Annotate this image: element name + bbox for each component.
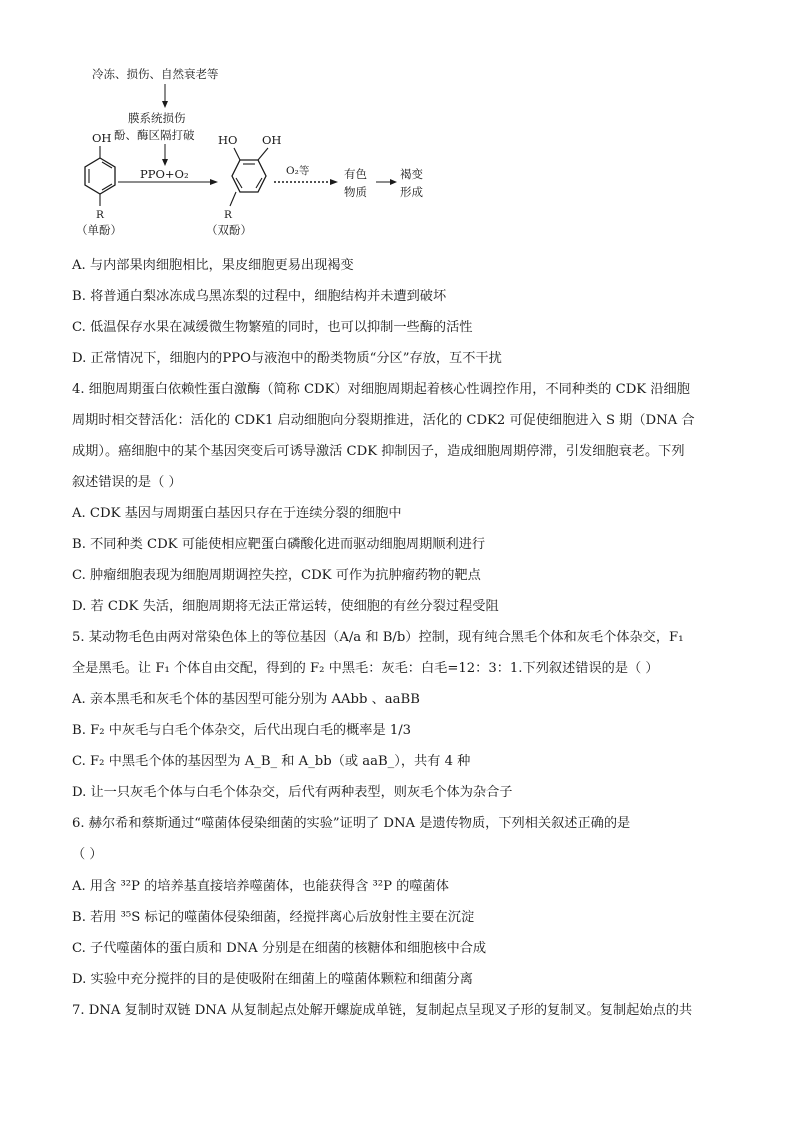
q5-option-d: D. 让一只灰毛个体与白毛个体杂交，后代有两种表型，则灰毛个体为杂合子 bbox=[72, 785, 513, 800]
q3-option-d: D. 正常情况下，细胞内的PPO与液泡中的酚类物质“分区”存放，互不干扰 bbox=[72, 351, 502, 366]
arrow-head-2 bbox=[162, 159, 168, 166]
q4-option-b: B. 不同种类 CDK 可能使相应靶蛋白磷酸化进而驱动细胞周期顺利进行 bbox=[72, 537, 486, 552]
q5-stem-line-1: 5. 某动物毛色由两对常染色体上的等位基因（A/a 和 B/b）控制，现有纯合黑毛个体和灰毛个体杂交，F₁ bbox=[72, 630, 684, 645]
arrow-head-4 bbox=[330, 179, 338, 185]
q4-stem-line-3: 成期）。癌细胞中的某个基因突变后可诱导激活 CDK 抑制因子，造成细胞周期停滞，引发细胞衰老。下列 bbox=[72, 444, 685, 459]
q4-stem-line-1: 4. 细胞周期蛋白依赖性蛋白激酶（简称 CDK）对细胞周期起着核心性调控作用，不同种类的 CDK 沿细胞 bbox=[72, 382, 690, 397]
compartment-break-text: 酚、酶区隔打破 bbox=[114, 128, 195, 142]
browning-text-2: 形成 bbox=[400, 185, 423, 199]
q4-stem-line-2: 周期时相交替活化：活化的 CDK1 启动细胞向分裂期推进，活化的 CDK2 可促使细胞进入 S 期（DNA 合 bbox=[72, 413, 695, 428]
q6-option-d: D. 实验中充分搅拌的目的是使吸附在细菌上的噬菌体颗粒和细菌分离 bbox=[72, 972, 473, 987]
membrane-damage-text: 膜系统损伤 bbox=[128, 111, 186, 125]
q5-option-c: C. F₂ 中黑毛个体的基因型为 A_B_ 和 A_bb（或 aaB_），共有 4 种 bbox=[72, 754, 471, 769]
colored-text-1: 有色 bbox=[344, 167, 367, 181]
q7-stem-line-1: 7. DNA 复制时双链 DNA 从复制起点处解开螺旋成单链，复制起点呈现叉子形的复制叉。复制起始点的共 bbox=[72, 1003, 693, 1018]
phenol-browning-diagram bbox=[70, 60, 490, 240]
trigger-text: 冷冻、损伤、自然衰老等 bbox=[92, 67, 219, 81]
colored-text-2: 物质 bbox=[344, 185, 367, 199]
q5-option-b: B. F₂ 中灰毛与白毛个体杂交，后代出现白毛的概率是 1/3 bbox=[72, 723, 412, 738]
q6-option-a: A. 用含 ³²P 的培养基直接培养噬菌体，也能获得含 ³²P 的噬菌体 bbox=[72, 879, 449, 894]
di-r-label: R bbox=[224, 209, 232, 221]
q4-option-d: D. 若 CDK 失活，细胞周期将无法正常运转，使细胞的有丝分裂过程受阻 bbox=[72, 599, 499, 614]
q5-option-a: A. 亲本黑毛和灰毛个体的基因型可能分别为 AAbb 、aaBB bbox=[72, 692, 420, 707]
o2-label: O₂等 bbox=[286, 165, 310, 177]
q3-option-b: B. 将普通白梨冰冻成乌黑冻梨的过程中，细胞结构并未遭到破坏 bbox=[72, 289, 447, 304]
enzyme-label: PPO+O₂ bbox=[140, 167, 189, 181]
arrow-head-5 bbox=[390, 179, 397, 185]
mono-oh-label: OH bbox=[92, 131, 112, 145]
q5-stem-line-2: 全是黑毛。让 F₁ 个体自由交配，得到的 F₂ 中黑毛：灰毛：白毛=12：3：1.下列叙述错误的是（ ） bbox=[72, 661, 659, 676]
q6-option-c: C. 子代噬菌体的蛋白质和 DNA 分别是在细菌的核糖体和细胞核中合成 bbox=[72, 941, 487, 956]
q3-option-c: C. 低温保存水果在减缓微生物繁殖的同时，也可以抑制一些酶的活性 bbox=[72, 320, 473, 335]
di-benzene-ring bbox=[232, 160, 266, 192]
di-oh-label: OH bbox=[262, 133, 282, 147]
q6-option-b: B. 若用 ³⁵S 标记的噬菌体侵染细菌，经搅拌离心后放射性主要在沉淀 bbox=[72, 910, 475, 925]
diphenol-name: （双酚） bbox=[206, 223, 252, 237]
monophenol-name: （单酚） bbox=[76, 223, 122, 237]
browning-text-1: 褐变 bbox=[400, 167, 423, 181]
q3-option-a: A. 与内部果肉细胞相比，果皮细胞更易出现褐变 bbox=[72, 258, 354, 273]
q4-option-c: C. 肿瘤细胞表现为细胞周期调控失控，CDK 可作为抗肿瘤药物的靶点 bbox=[72, 568, 481, 583]
browning-pathway-svg bbox=[70, 60, 490, 240]
q6-stem-line-2: （ ） bbox=[72, 847, 103, 862]
q4-stem-line-4: 叙述错误的是（ ） bbox=[72, 475, 182, 490]
mono-r-label: R bbox=[96, 209, 104, 221]
di-ho-label: HO bbox=[218, 133, 238, 147]
arrow-head-1 bbox=[162, 101, 168, 108]
arrow-head-3 bbox=[210, 179, 218, 185]
q4-option-a: A. CDK 基因与周期蛋白基因只存在于连续分裂的细胞中 bbox=[72, 506, 402, 521]
q6-stem-line-1: 6. 赫尔希和蔡斯通过“噬菌体侵染细菌的实验”证明了 DNA 是遗传物质，下列相关叙述正确的是 bbox=[72, 816, 631, 831]
